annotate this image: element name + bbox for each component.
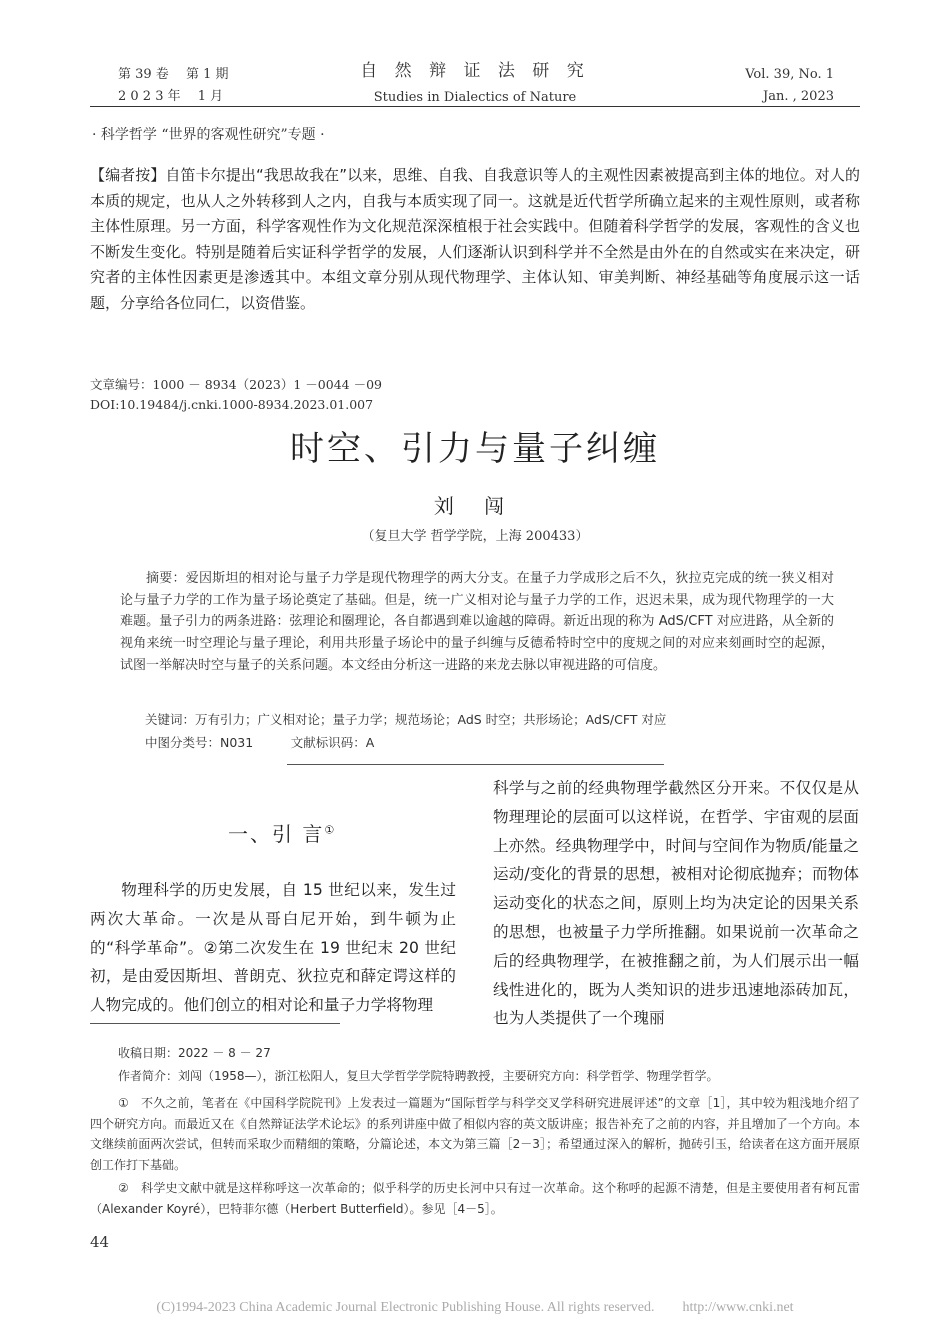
received-date: 收稿日期：2022 － 8 － 27 — [118, 1046, 271, 1060]
editor-note: 【编者按】自笛卡尔提出“我思故我在”以来，思维、自我、自我意识等人的主观性因素被提高到主体的地位。对人的本质的规定，也从人之外转移到人之内，自我与本质实现了同一。这就是近代哲学所确立起来的主观性原则，或者称主体性原理。另一方面，科学客观性作为文化规范深深植根于社会实践中。但随着科学哲学的发展，客观性的含义也不断发生变化。特别是随着后实证科学哲学的发展，人们逐渐认识到科学并不全然是由外在的自然或实在来决定，研究者的主体性因素更是渗透其中。本组文章分别从现代物理学、主体认知、审美判断、神经基础等角度展示这一话题，分享给各位同仁，以资借鉴。 — [90, 166, 860, 312]
section-label: · 科学哲学 “世界的客观性研究”专题 · — [92, 127, 325, 143]
abstract — [120, 568, 834, 677]
body-right-column — [493, 774, 859, 1033]
header-volume-en: Vol. 39, No. 1 — [745, 67, 834, 82]
affiliation: （复旦大学 哲学学院，上海 200433） — [361, 529, 589, 544]
page-number: 44 — [90, 1233, 110, 1251]
body-left-column — [90, 876, 456, 1020]
section-heading-note: ① — [324, 823, 337, 837]
header-rule — [90, 106, 860, 107]
header-date-en: Jan. , 2023 — [763, 89, 834, 104]
footnote-2 — [90, 1178, 860, 1219]
journal-title-en: Studies in Dialectics of Nature — [373, 90, 577, 105]
section-heading — [228, 818, 336, 847]
body-paragraph: 物理科学的历史发展，自 15 世纪以来，发生过两次大革命。一次是从哥白尼开始，到牛顿为止的“科学革命”。②第二次发生在 19 世纪末 20 世纪初，是由爱因斯坦、普朗克、狄拉克和薛定谔这样的人物完成的。他们创立的相对论和量子力学将物理 — [90, 881, 456, 1015]
footnote-1 — [90, 1093, 860, 1175]
keywords: 关键词：万有引力；广义相对论；量子力学；规范场论；AdS 时空；共形场论；AdS/CFT 对应 — [145, 712, 667, 727]
author-name: 刘 闯 — [433, 494, 517, 518]
copyright-watermark: (C)1994-2023 China Academic Journal Electronic Publishing House. All rights reserved. http://www.cnki.net — [156, 1300, 794, 1315]
author-bio: 作者简介：刘闯（1958—），浙江松阳人，复旦大学哲学学院特聘教授，主要研究方向：科学哲学、物理学哲学。 — [118, 1069, 719, 1083]
classification: 中图分类号：N031 文献标识码：A — [145, 735, 375, 750]
footnote-1-text: ① 不久之前，笔者在《中国科学院院刊》上发表过一篇题为“国际哲学与科学交叉学科研究进展评述”的文章［1］，其中较为粗浅地介绍了四个研究方向。而最近又在《自然辩证法学术论坛》的系列讲座中做了相似内容的英文版讲座；报告补充了之前的内容，并且增加了一个方向。本文继续前面两次尝试，但转而采取少而精细的策略，分篇论述，本文为第三篇［2－3］；希望通过深入的解析，抛砖引玉，给读者在这方面开展原创工作打下基础。 — [90, 1096, 860, 1172]
footnote-2-text: ② 科学史文献中就是这样称呼这一次革命的；似乎科学的历史长河中只有过一次革命。这个称呼的起源不清楚，但是主要使用者有柯瓦雷（Alexander Koyré），巴特菲尔德（Herbert Butterfield）。参见［4－5］。 — [90, 1181, 860, 1216]
body-paragraph: 科学与之前的经典物理学截然区分开来。不仅仅是从物理理论的层面可以这样说，在哲学、宇宙观的层面上亦然。经典物理学中，时间与空间作为物质/能量之运动/变化的背景的思想，被相对论彻底抛弃；而物体运动变化的状态之间，原则上均为决定论的因果关系的思想，也被量子力学所推翻。如果说前一次革命之后的经典物理学，在被推翻之前，为人们展示出一幅线性进化的，既为人类知识的进步迅速地添砖加瓦，也为人类提供了一个瑰丽 — [493, 779, 859, 1028]
section-heading-text: 一、引 言 — [228, 822, 325, 846]
journal-title-cn: 自 然 辩 证 法 研 究 — [360, 61, 590, 81]
page-title: 时空、引力与量子纠缠 — [290, 429, 660, 469]
header-volume: 第 39 卷 第 1 期 — [118, 67, 229, 82]
footnote-rule — [90, 1023, 340, 1024]
abstract-rule — [287, 764, 664, 765]
header-date: 2 0 2 3 年 1 月 — [118, 89, 224, 104]
article-number: 文章编号：1000 － 8934（2023）1 －0044 －09 — [90, 377, 382, 392]
abstract-text: 摘要：爱因斯坦的相对论与量子力学是现代物理学的两大分支。在量子力学成形之后不久，狄拉克完成的统一狭义相对论与量子力学的工作为量子场论奠定了基础。但是，统一广义相对论与量子力学的工作，迟迟未果，成为现代物理学的一大难题。量子引力的两条进路：弦理论和圈理论，各自都遇到难以逾越的障碍。新近出现的称为 AdS/CFT 对应进路，从全新的视角来统一时空理论与量子理论，利用共形量子场论中的量子纠缠与反德希特时空中的度规之间的对应来刻画时空的起源，试图一举解决时空与量子的关系问题。本文经由分析这一进路的来龙去脉以审视进路的可信度。 — [120, 571, 834, 673]
doi: DOI:10.19484/j.cnki.1000-8934.2023.01.007 — [90, 397, 374, 412]
